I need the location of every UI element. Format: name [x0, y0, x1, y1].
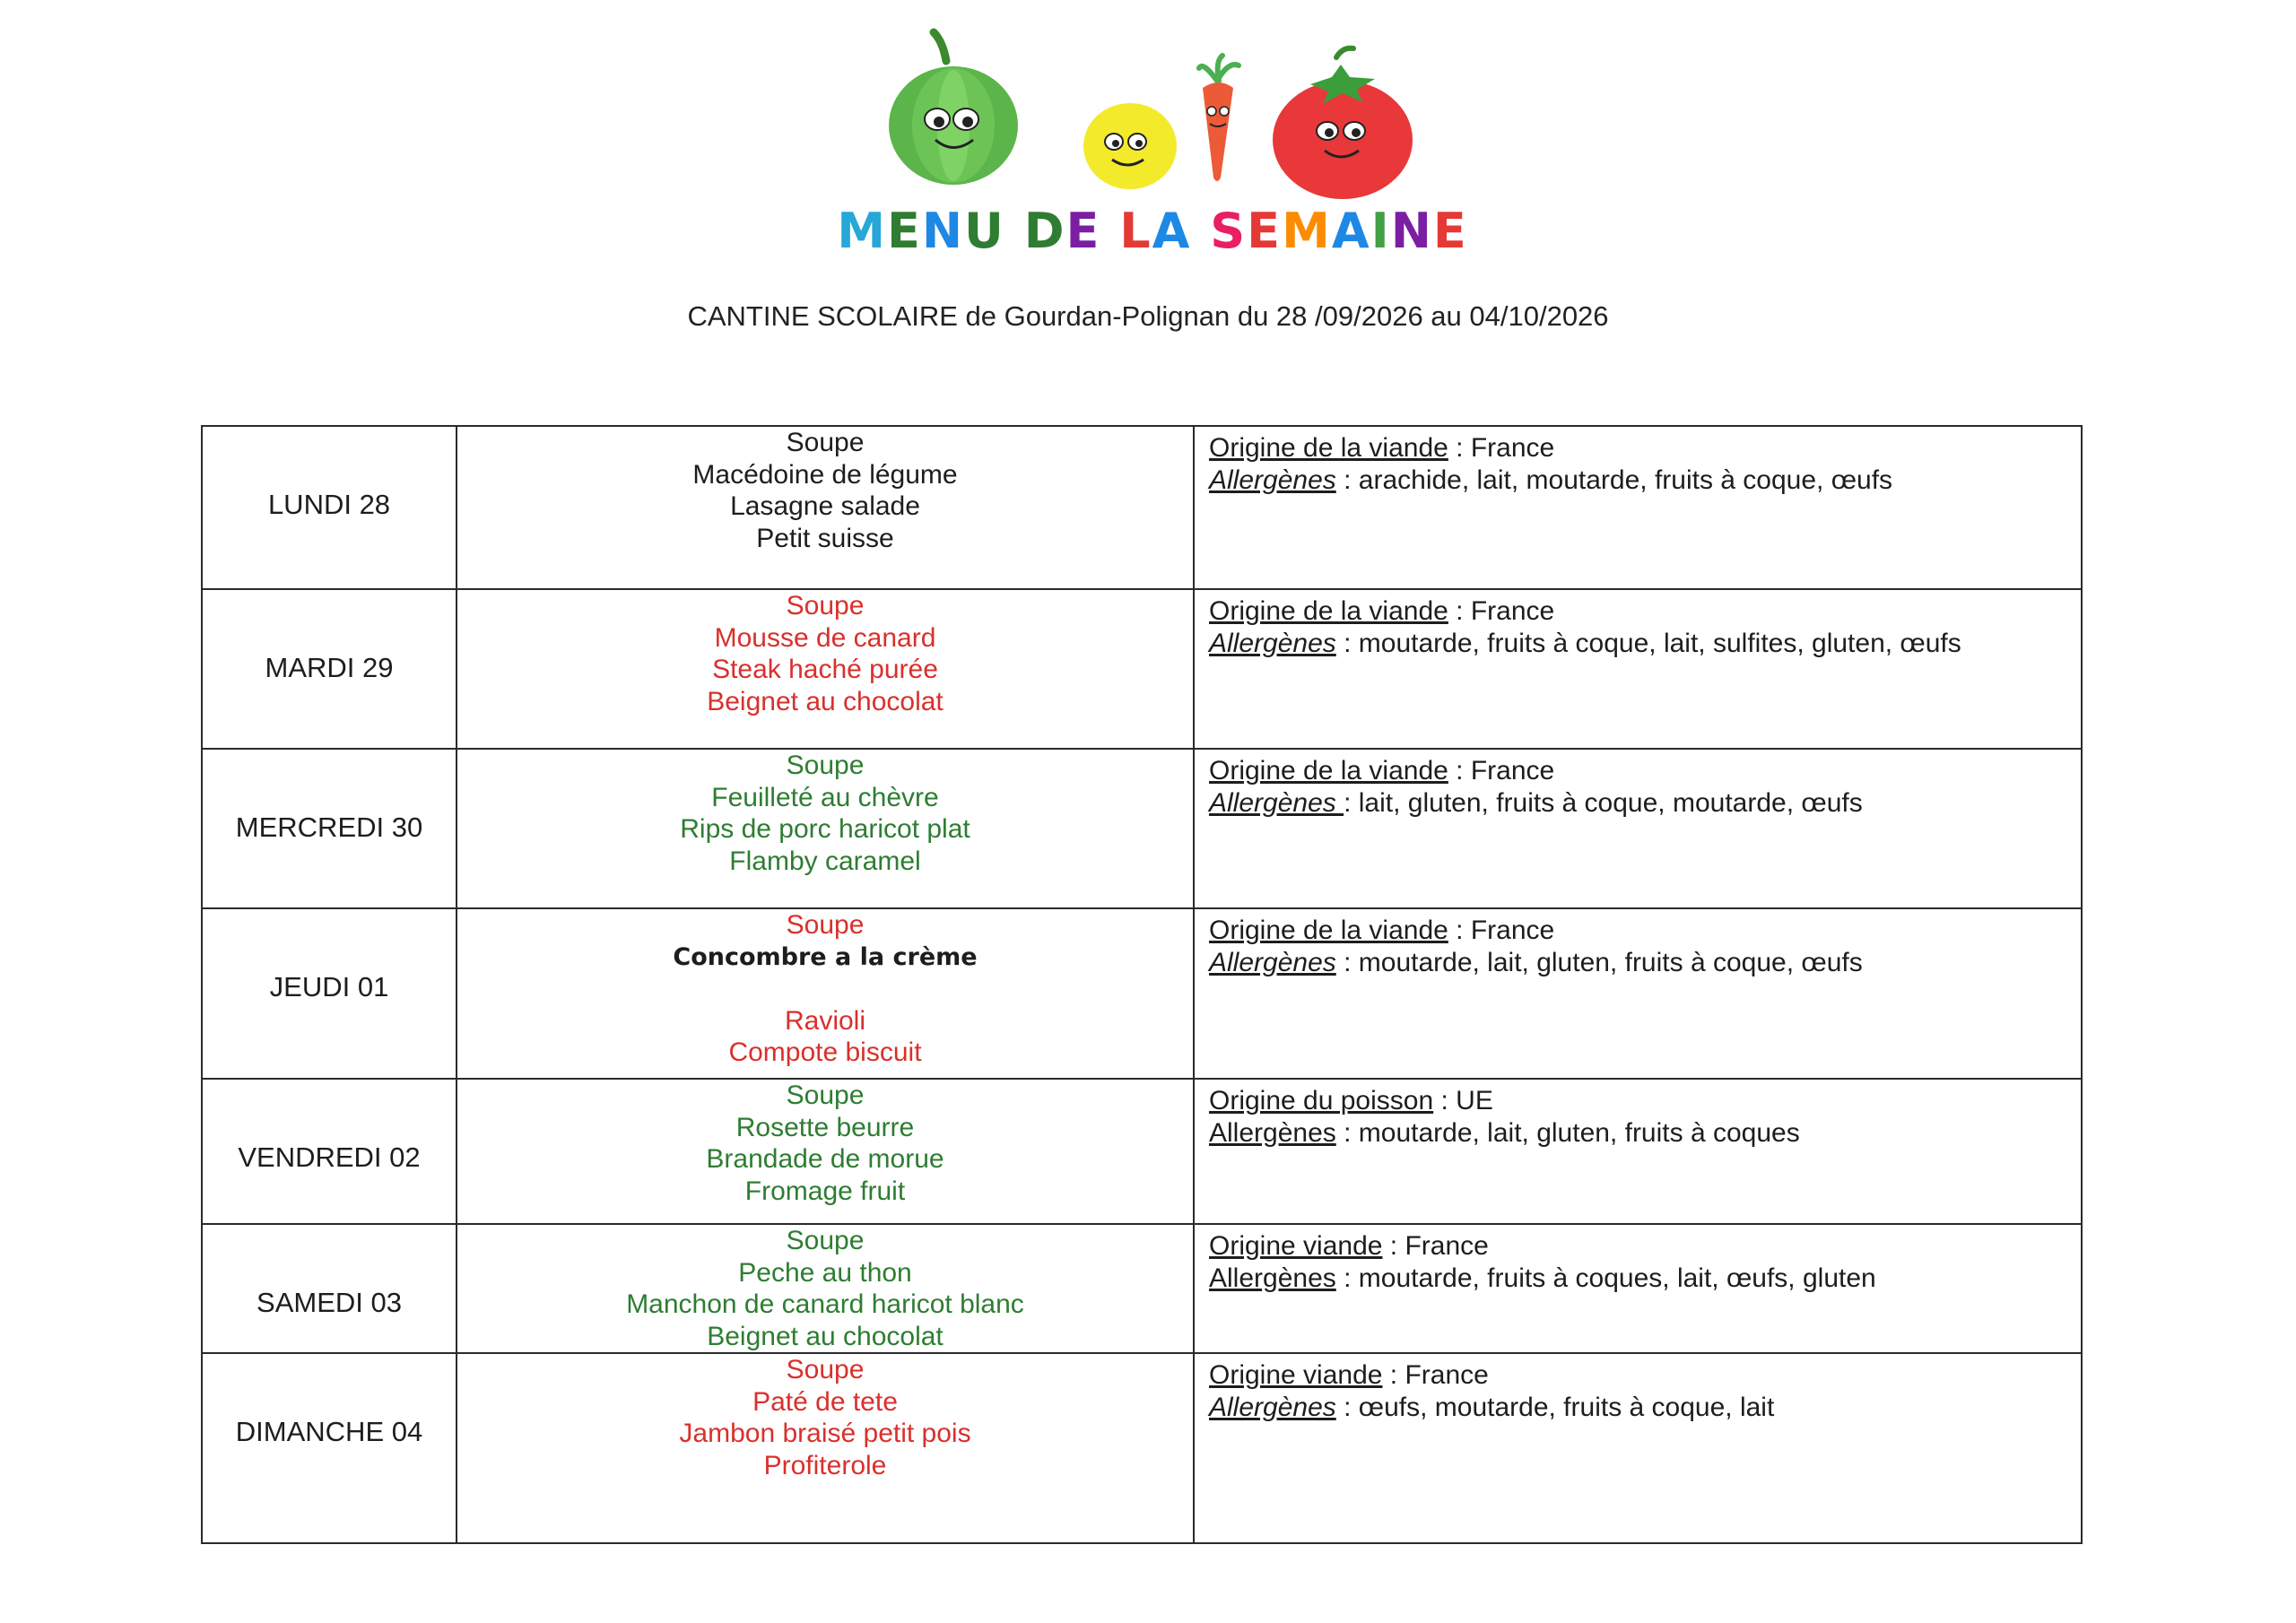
day-cell — [202, 426, 457, 589]
allergens-value: : arachide, lait, moutarde, fruits à coque, œufs — [1335, 465, 1893, 495]
allergens-line — [1209, 1117, 2081, 1150]
allergens-label: Allergènes — [1209, 1118, 1336, 1148]
day-label: LUNDI 28 — [267, 489, 391, 520]
dish-item: Soupe — [786, 591, 865, 621]
dish-item: Paté de tete — [752, 1386, 898, 1417]
menu-row — [202, 908, 2082, 1079]
allergens-value: : moutarde, fruits à coques, lait, œufs, gluten — [1335, 1263, 1876, 1293]
logo-letter: L — [1119, 203, 1152, 259]
origin-line — [1209, 915, 2081, 947]
dish-item: Beignet au chocolat — [707, 686, 944, 716]
origin-allergens-cell — [1194, 1079, 2082, 1224]
allergens-value: : lait, gluten, fruits à coque, moutarde, œufs — [1344, 788, 1863, 818]
dish-item: Soupe — [786, 751, 865, 780]
dish-item: Jambon braisé petit pois — [679, 1419, 971, 1448]
dishes-cell — [457, 1079, 1194, 1224]
allergens-value: : moutarde, fruits à coque, lait, sulfites, gluten, œufs — [1335, 629, 1961, 658]
dish-item: Petit suisse — [756, 523, 894, 553]
logo-letter: E — [1432, 203, 1468, 259]
allergens-label: Allergènes — [1209, 465, 1336, 495]
menu-row — [202, 1224, 2082, 1353]
dish-item — [457, 973, 1193, 1005]
origin-label: Origine viande — [1209, 1360, 1383, 1390]
logo-text — [837, 203, 1468, 259]
dish-item: Peche au thon — [738, 1257, 912, 1288]
dishes-cell — [457, 908, 1194, 1079]
origin-line — [1209, 755, 2081, 787]
dish-item: Soupe — [786, 1081, 865, 1110]
menu-row — [202, 1079, 2082, 1224]
allergens-label: Allergènes — [1209, 788, 1344, 818]
origin-value: : France — [1448, 596, 1555, 626]
dishes-cell — [457, 749, 1194, 908]
allergens-label: Allergènes — [1209, 948, 1336, 977]
day-cell — [202, 1224, 457, 1353]
dish-item: Rips de porc haricot plat — [680, 814, 970, 844]
pumpkin-icon — [889, 32, 1018, 185]
dish-item: Soupe — [786, 1355, 865, 1384]
allergens-value: : moutarde, lait, gluten, fruits à coques — [1335, 1118, 1800, 1148]
day-cell — [202, 1079, 457, 1224]
allergens-line — [1209, 628, 2081, 660]
dish-item: Rosette beurre — [735, 1112, 915, 1142]
menu-row — [202, 589, 2082, 749]
day-cell — [202, 749, 457, 908]
allergens-line — [1209, 1392, 2081, 1424]
logo-letter: E — [1247, 203, 1283, 259]
logo-letter: N — [921, 203, 965, 259]
logo-letter: E — [1065, 203, 1101, 259]
menu-row — [202, 1353, 2082, 1543]
allergens-value: : moutarde, lait, gluten, fruits à coque, œufs — [1335, 948, 1863, 977]
origin-value: : UE — [1433, 1086, 1493, 1115]
logo-letter: I — [1370, 203, 1391, 259]
dish-item: Steak haché purée — [712, 655, 938, 684]
lemon-icon — [1083, 103, 1177, 189]
dish-item: Lasagne salade — [730, 491, 920, 521]
origin-line — [1209, 1230, 2081, 1263]
dish-item: Mousse de canard — [714, 622, 936, 653]
dish-item: Ravioli — [784, 1005, 866, 1036]
allergens-value: : œufs, moutarde, fruits à coque, lait — [1335, 1393, 1775, 1422]
day-label: VENDREDI 02 — [238, 1141, 421, 1173]
origin-line — [1209, 1359, 2081, 1392]
origin-label: Origine du poisson — [1209, 1086, 1434, 1115]
tomato-icon — [1273, 48, 1413, 199]
logo-letter: S — [1210, 203, 1248, 259]
origin-allergens-cell — [1194, 749, 2082, 908]
dish-item: Soupe — [786, 1226, 865, 1255]
origin-label: Origine de la viande — [1209, 916, 1448, 945]
origin-line — [1209, 432, 2081, 464]
logo-letter: E — [886, 203, 922, 259]
dish-item: Beignet au chocolat — [707, 1321, 944, 1351]
origin-value: : France — [1382, 1360, 1489, 1390]
origin-value: : France — [1448, 756, 1555, 785]
dish-item: Manchon de canard haricot blanc — [626, 1289, 1024, 1319]
dish-item: Feuilleté au chèvre — [711, 782, 939, 812]
allergens-line — [1209, 464, 2081, 497]
logo-letter: A — [1331, 203, 1371, 259]
day-label: MERCREDI 30 — [235, 812, 423, 843]
allergens-line — [1209, 1263, 2081, 1295]
dishes-cell — [457, 1353, 1194, 1543]
origin-allergens-cell — [1194, 426, 2082, 589]
origin-value: : France — [1448, 916, 1555, 945]
day-cell — [202, 1353, 457, 1543]
origin-value: : France — [1382, 1231, 1489, 1261]
origin-allergens-cell — [1194, 589, 2082, 749]
dish-item: Soupe — [786, 428, 865, 457]
day-label: MARDI 29 — [265, 652, 394, 683]
dishes-cell — [457, 426, 1194, 589]
day-cell — [202, 908, 457, 1079]
origin-value: : France — [1448, 433, 1555, 463]
logo-letter: M — [837, 203, 887, 259]
allergens-line — [1209, 947, 2081, 979]
allergens-label: Allergènes — [1209, 629, 1336, 658]
day-label: JEUDI 01 — [269, 971, 389, 1002]
menu-row — [202, 749, 2082, 908]
origin-allergens-cell — [1194, 1224, 2082, 1353]
dish-item: Soupe — [786, 910, 865, 940]
dishes-cell — [457, 1224, 1194, 1353]
allergens-line — [1209, 787, 2081, 820]
day-label: DIMANCHE 04 — [235, 1416, 423, 1447]
origin-allergens-cell — [1194, 1353, 2082, 1543]
allergens-label: Allergènes — [1209, 1393, 1336, 1422]
dish-item: Concombre a la crème — [673, 942, 978, 971]
day-label: SAMEDI 03 — [257, 1287, 402, 1318]
origin-label: Origine de la viande — [1209, 433, 1448, 463]
dish-item: Fromage fruit — [744, 1176, 906, 1206]
day-cell — [202, 589, 457, 749]
dishes-cell — [457, 589, 1194, 749]
origin-line — [1209, 595, 2081, 628]
logo-letter: U — [964, 203, 1005, 259]
origin-line — [1209, 1085, 2081, 1117]
weekly-menu-table — [201, 425, 2083, 1544]
logo-letter: A — [1152, 203, 1192, 259]
origin-label: Origine viande — [1209, 1231, 1383, 1261]
dish-item: Brandade de morue — [706, 1144, 944, 1174]
logo-letter: M — [1282, 203, 1332, 259]
carrot-icon — [1199, 56, 1239, 181]
origin-label: Origine de la viande — [1209, 596, 1448, 626]
dish-item: Flamby caramel — [729, 846, 921, 876]
origin-label: Origine de la viande — [1209, 756, 1448, 785]
dish-item: Compote biscuit — [728, 1037, 922, 1067]
menu-row — [202, 426, 2082, 589]
logo-letter: D — [1023, 203, 1066, 259]
logo-letter: N — [1390, 203, 1433, 259]
page-subtitle: CANTINE SCOLAIRE de Gourdan-Polignan du 28 /09/2026 au 04/10/2026 — [687, 300, 1609, 332]
dish-item: Macédoine de légume — [692, 459, 958, 490]
dish-item: Profiterole — [763, 1450, 887, 1480]
menu-de-la-semaine-logo — [837, 25, 1468, 267]
allergens-label: Allergènes — [1209, 1263, 1336, 1293]
origin-allergens-cell — [1194, 908, 2082, 1079]
